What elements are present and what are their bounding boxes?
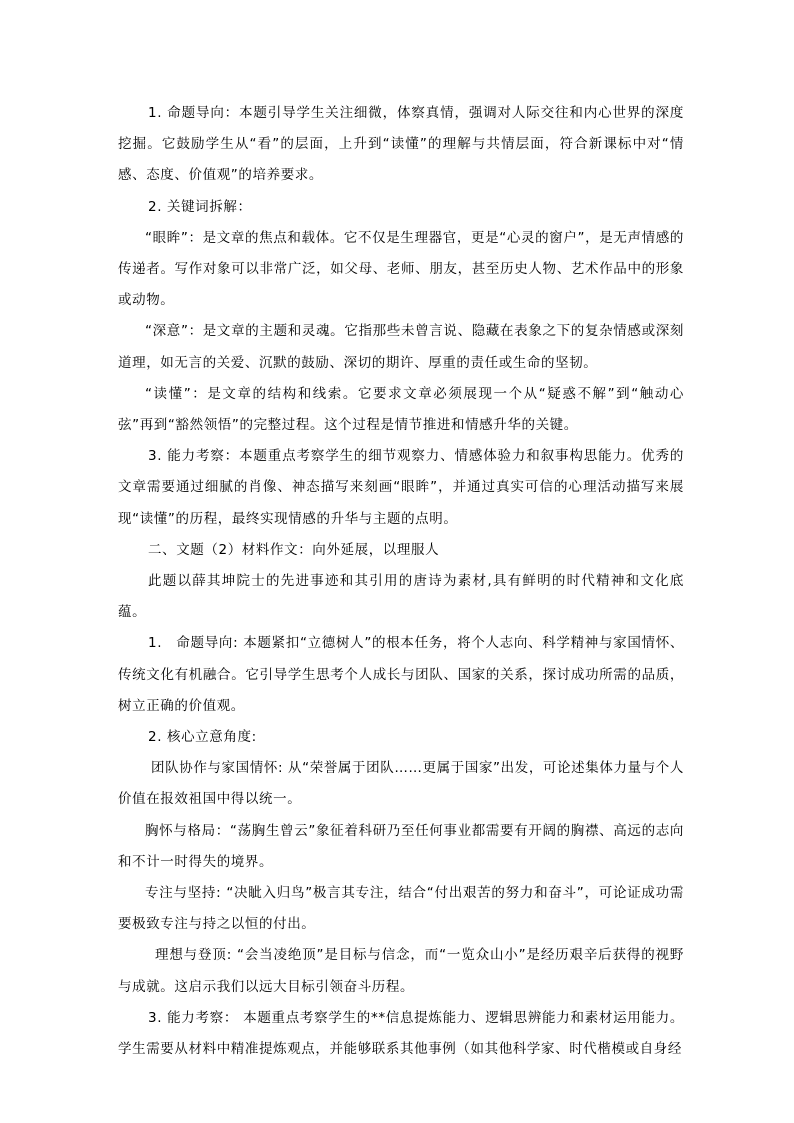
paragraph-angle-ideal: 理想与登顶: “会当凌绝顶”是目标与信念，而“一览众山小”是经历艰辛后获得的视野与成就。这启示我们以远大目标引领奋斗历程。	[118, 947, 684, 995]
paragraph-keyword-heading: 2. 关键词拆解：	[148, 198, 252, 215]
paragraph-ability-assessment: 3. 能力考察：本题重点考察学生的细节观察力、情感体验力和叙事构思能力。优秀的文章需要通过细腻的肖像、神态描写来刻画“眼眸”，并通过真实可信的心理活动描写来展现“读懂”的历程，最终实现情感的升华与主题的点明。	[118, 448, 684, 527]
paragraph-material-intro: 此题以薛其坤院士的先进事迹和其引用的唐诗为素材,具有鲜明的时代精神和文化底蕴。	[118, 573, 684, 621]
paragraph-keyword-understand: “读懂”：是文章的结构和线索。它要求文章必须展现一个从“疑惑不解”到“触动心弦”再到“豁然领悟”的完整过程。这个过程是情节推进和情感升华的关键。	[118, 385, 684, 434]
section-heading-topic-2: 二、文题（2）材料作文：向外延展，以理服人	[148, 541, 440, 558]
paragraph-proposition-guidance: 1. 命题导向：本题引导学生关注细微，体察真情，强调对人际交往和内心世界的深度挖掘。它鼓励学生从“看”的层面，上升到“读懂”的理解与共情层面，符合新课标中对“情感、态度、价值观”的培养要求。	[118, 105, 684, 184]
paragraph-angle-teamwork: 团队协作与家国情怀: 从“荣誉属于团队……更属于国家”出发，可论述集体力量与个人价值在报效祖国中得以统一。	[118, 760, 684, 808]
paragraph-core-angles-heading: 2. 核心立意角度:	[148, 729, 257, 746]
paragraph-angle-vision: 胸怀与格局：“荡胸生曾云”象征着科研乃至任何事业都需要有开阔的胸襟、高远的志向和不计一时得失的境界。	[118, 822, 684, 870]
paragraph-proposition-guidance-2: 1. 命题导向: 本题紧扣“立德树人”的根本任务，将个人志向、科学精神与家国情怀、传统文化有机融合。它引导学生思考个人成长与团队、国家的关系，探讨成功所需的品质，树立正确的价值观。	[118, 635, 684, 714]
paragraph-keyword-eyes: “眼眸”：是文章的焦点和载体。它不仅是生理器官，更是“心灵的窗户”，是无声情感的传递者。写作对象可以非常广泛，如父母、老师、朋友，甚至历史人物、艺术作品中的形象或动物。	[118, 229, 684, 309]
paragraph-ability-assessment-2: 3. 能力考察： 本题重点考察学生的**信息提炼能力、逻辑思辨能力和素材运用能力。学生需要从材料中精准提炼观点，并能够联系其他事例（如其他科学家、时代楷模或自身经	[118, 1009, 684, 1058]
paragraph-angle-focus: 专注与坚持: “决眦入归鸟”极言其专注，结合“付出艰苦的努力和奋斗”，可论证成功需要极致专注与持之以恒的付出。	[118, 885, 684, 933]
paragraph-keyword-meaning: “深意”：是文章的主题和灵魂。它指那些未曾言说、隐藏在表象之下的复杂情感或深刻道理，如无言的关爱、沉默的鼓励、深切的期许、厚重的责任或生命的坚韧。	[118, 323, 684, 371]
document-body	[118, 98, 684, 1065]
